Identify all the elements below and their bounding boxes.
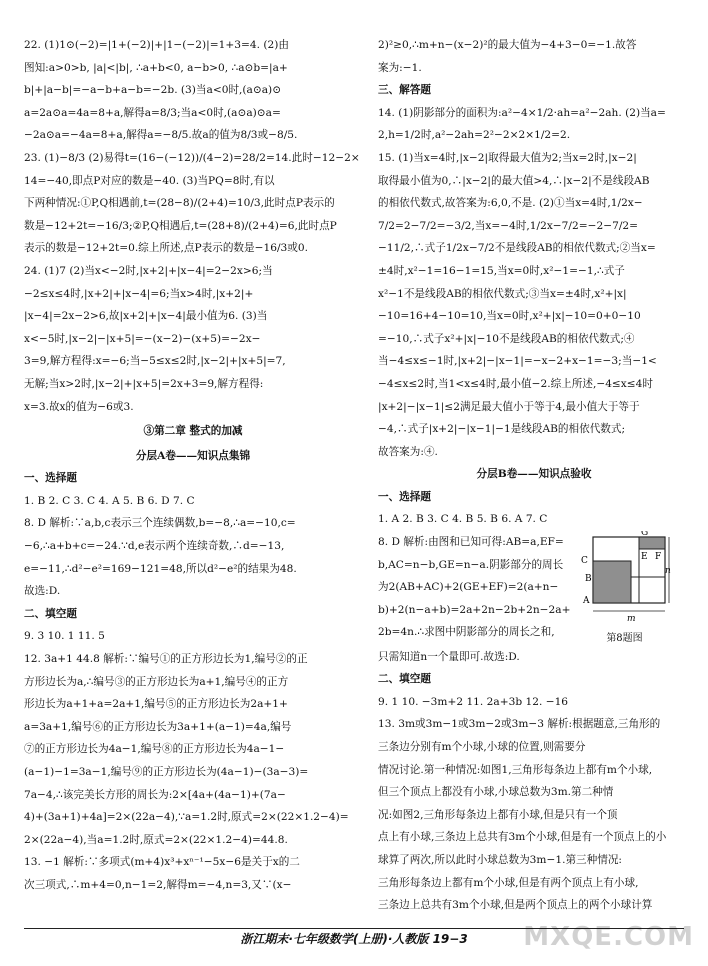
text-line: 8. D 解析:由图和已知可得:AB=a,EF=	[378, 536, 564, 549]
text-line: −2≤x≤4时,|x+2|+|x−4|=6;当x>4时,|x+2|+	[24, 287, 254, 300]
question-8-block	[378, 531, 690, 646]
choice-answers: 1. B 2. C 3. C 4. A 5. B 6. D 7. C	[24, 494, 195, 507]
text-line: x=3.故x的值为−6或3.	[24, 400, 134, 413]
label-c: C	[580, 556, 588, 567]
text-line: 13. 3m或3m−1或3m−2或3m−3 解析:根据题意,三角形的	[378, 718, 661, 731]
part-answer-heading: 三、解答题	[378, 84, 431, 97]
section-a-title: 分层A卷——知识点集锦	[135, 449, 251, 462]
shaded-square-large	[593, 561, 631, 603]
text-line: 3=9,解方程得:x=−6;当−5≤x≤2时,|x−2|+|x+5|=7,	[24, 355, 286, 368]
text-line: 24. (1)7 (2)当x<−2时,|x+2|+|x−4|=2−2x>6;当	[24, 264, 273, 277]
label-b: B	[584, 574, 592, 585]
label-n: n	[664, 566, 671, 577]
text-line: 表示的数是−12+2t=0.综上所述,点P表示的数是−16/3或0.	[24, 242, 308, 255]
text-line: 2×(22a−4),当a=1.2时,原式=2×(22×1.2−4)=44.8.	[24, 833, 288, 846]
text-line: |x−4|=2x−2>6,故|x+2|+|x−4|最小值为6. (3)当	[24, 310, 268, 323]
text-line: 情况讨论.第一种情况:如图1,三角形每条边上都有m个小球,	[378, 763, 653, 776]
text-line: 球算了两次,所以此时小球总数为3m−1.第三种情况:	[378, 854, 622, 866]
text-line: 4)+(3a+1)+4a]=2×(22a−4),∵a=1.2时,原式=2×(22×1.2−4)=	[24, 811, 349, 824]
text-line: 数是−12+2t=−16/3;②P,Q相遇后,t=(28+8)/(2+4)=6,此时点P	[24, 219, 337, 232]
label-f: F	[654, 552, 661, 563]
text-line: 取得最小值为0,∴|x−2|的最大值>4,∴|x−2|不是线段AB	[378, 174, 650, 187]
part-choice-heading: 一、选择题	[24, 472, 77, 485]
text-line: 三角形每条边上都有m个小球,但是有两个顶点上有小球,	[378, 876, 639, 889]
text-line: 只需知道n一个量即可.故选:D.	[378, 650, 520, 663]
text-line: 故答案为:④.	[378, 445, 438, 458]
text-line: 图知:a>0>b, |a|<|b|, ∴a+b<0, a−b>0, ∴a⊙b=|a+	[24, 61, 288, 74]
fill-answers-b: 9. 1 10. −3m+2 11. 2a+3b 12. −16	[378, 695, 569, 708]
text-line: e=−11,∴d²−e²=169−121=48,所以d²−e²的结果为48.	[24, 562, 297, 575]
text-line: −4,∴式子|x+2|−|x−1|−1是线段AB的相依代数式;	[378, 423, 626, 436]
text-line: 故选:D.	[24, 585, 61, 598]
text-line: b|+|a−b|=−a−b+a−b=−2b. (3)当a<0时,(a⊙a)⊙	[24, 84, 282, 97]
label-a: A	[582, 596, 589, 607]
text-line: 14. (1)阴影部分的面积为:a²−4×1/2·ah=a²−2ah. (2)当a=	[378, 106, 666, 119]
text-line: 点上有小球,三条边上总共有3m个小球,但是有一个顶点上的小	[378, 831, 667, 844]
text-line: ⑦的正方形边长为4a−1,编号⑧的正方形边长为4a−1−	[24, 743, 285, 756]
part-fill-heading-b: 二、填空题	[378, 673, 431, 686]
text-line: 23. (1)−8/3 (2)易得t=(16−(−12))/(4−2)=28/2=14.此时−12−2×	[24, 151, 360, 164]
figure-8	[577, 531, 673, 646]
text-line: 方形边长为a,∴编号③的正方形边长为a+1,编号④的正方	[24, 675, 289, 688]
text-line: 2,h=1/2时,a²−2ah=2²−2×2×1/2=2.	[378, 129, 571, 142]
text-line: 无解;当x>2时,|x−2|+|x+5|=2x+3=9,解方程得:	[24, 377, 264, 390]
label-g: G	[640, 531, 648, 539]
chapter-title: ③第二章 整式的加减	[143, 425, 243, 438]
text-line: 2)²≥0,∴m+n−(x−2)²的最大值为−4+3−0=−1.故答	[378, 39, 637, 51]
text-line: 当−4≤x≤−1时,|x+2|−|x−1|=−x−2+x−1=−3;当−1<	[378, 355, 657, 368]
text-line: a=2a⊙a=4a=8+a,解得a=8/3;当a<0时,(a⊙a)⊙a=	[24, 106, 281, 119]
text-line: 但三个顶点上都没有小球,小球总数为3m.第二种情	[378, 786, 614, 799]
text-line: 13. −1 解析:∵多项式(m+4)x³+xⁿ⁻¹−5x−6是关于x的二	[24, 856, 300, 869]
text-line: 12. 3a+1 44.8 解析:∵编号①的正方形边长为1,编号②的正	[24, 653, 308, 666]
text-line: 8. D 解析:∵a,b,c表示三个连续偶数,b=−8,∴a=−10,c=	[24, 517, 296, 530]
text-line: 为2(AB+AC)+2(GE+EF)=2(a+n−	[378, 581, 559, 594]
text-line: 案为:−1.	[378, 61, 422, 74]
text-line: 次三项式,∴m+4=0,n−1=2,解得m=−4,n=3,又∵(x−	[24, 878, 292, 891]
text-line: −11/2,∴式子1/2x−7/2不是线段AB的相依代数式;②当x=	[378, 242, 656, 255]
right-column	[378, 34, 690, 917]
text-line: b)+2(n−a+b)=2a+2n−2b+2n−2a+	[378, 603, 571, 616]
fill-answers: 9. 3 10. 1 11. 5	[24, 630, 105, 643]
text-line: x²−1不是线段AB的相依代数式;③当x=±4时,x²+|x|	[378, 287, 627, 300]
text-line: (a−1)−1=3a−1,编号⑨的正方形边长为(4a−1)−(3a−3)=	[24, 766, 309, 778]
question-8-text	[378, 531, 571, 646]
text-line: =−10,∴式子x²+|x|−10不是线段AB的相依代数式;④	[378, 332, 635, 345]
text-line: 三条边上总共有3m个小球,但是两个顶点上的两个小球计算	[378, 899, 653, 912]
text-line: |x+2|−|x−1|≤2满足最大值小于等于4,最小值大于等于	[378, 400, 640, 413]
rectangle-diagram	[577, 531, 673, 623]
left-column	[24, 34, 362, 897]
text-line: 的相依代数式,故答案为:6,0,不是. (2)①当x=4时,1/2x−	[378, 197, 643, 210]
figure-caption: 第8题图	[606, 632, 643, 644]
text-line: 7/2=2−7/2=−3/2,当x=−4时,1/2x−7/2=−2−7/2=	[378, 219, 639, 232]
text-line: x<−5时,|x−2|−|x+5|=−(x−2)−(x+5)=−2x−	[24, 332, 261, 345]
text-line: 15. (1)当x=4时,|x−2|取得最大值为2;当x=2时,|x−2|	[378, 151, 637, 164]
text-line: −4≤x≤2时,当1<x≤4时,最小值−2.综上所述,−4≤x≤4时	[378, 377, 653, 390]
text-line: a=3a+1,编号⑥的正方形边长为3a+1+(a−1)=4a,编号	[24, 720, 292, 733]
text-line: 下两种情况:①P,Q相遇前,t=(28−8)/(2+4)=10/3,此时点P表示的	[24, 197, 335, 210]
text-line: 形边长为a+1+a=2a+1,编号⑤的正方形边长为2a+1+	[24, 698, 288, 711]
text-line: 7a−4,∴该完美长方形的周长为:2×[4a+(4a−1)+(7a−	[24, 788, 286, 801]
text-line: −10=16+4−10=10,当x=0时,x²+|x|−10=0+0−10	[378, 310, 641, 323]
text-line: b,AC=n−b,GE=n−a.阴影部分的周长	[378, 558, 564, 571]
choice-answers-b: 1. A 2. B 3. C 4. B 5. B 6. A 7. C	[378, 513, 548, 526]
part-choice-heading-b: 一、选择题	[378, 490, 431, 503]
part-fill-heading: 二、填空题	[24, 607, 77, 620]
label-m: m	[626, 614, 636, 624]
text-line: −2a⊙a=−4a=8+a,解得a=−8/5.故a的值为8/3或−8/5.	[24, 129, 298, 142]
watermark: MXQE.COM	[523, 922, 694, 952]
text-line: 2b=4n.∴求图中阴影部分的周长之和,	[378, 626, 555, 639]
text-line: 14=−40,即点P对应的数是−40. (3)当PQ=8时,有以	[24, 174, 275, 187]
text-line: ±4时,x²−1=16−1=15,当x=0时,x²−1=−1,∴式子	[378, 264, 625, 277]
text-line: 三条边分别有m个小球,小球的位置,则需要分	[378, 741, 586, 754]
shaded-square-small	[639, 537, 665, 549]
text-line: 22. (1)1⊙(−2)=|1+(−2)|+|1−(−2)|=1+3=4. (2)由	[24, 39, 289, 51]
page-footer: 浙江期末·七年级数学(上册)·人教版 19−3	[240, 932, 468, 946]
text-line: 况:如图2,三角形每条边上都有小球,但是只有一个顶	[378, 808, 618, 821]
label-e: E	[640, 552, 648, 563]
section-b-title: 分层B卷——知识点验收	[476, 468, 592, 481]
text-line: −6,∴a+b+c=−24.∵d,e表示两个连续奇数,∴d=−13,	[24, 540, 285, 553]
